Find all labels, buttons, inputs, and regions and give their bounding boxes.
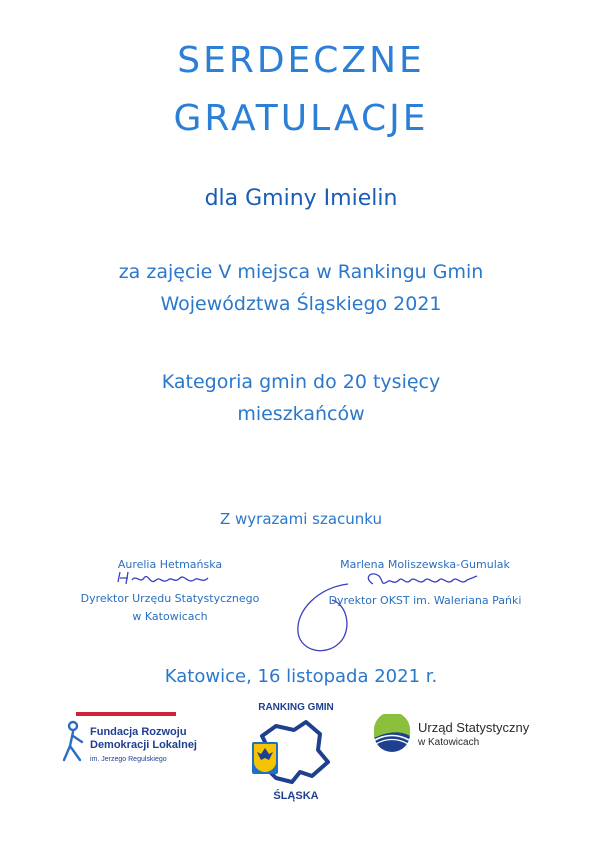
logo-ranking-top: RANKING GMIN <box>258 702 334 713</box>
signatory-right-name: Marlena Moliszewska-Gumulak <box>340 558 510 571</box>
reason-line-2: Województwa Śląskiego 2021 <box>160 293 442 315</box>
title-line-2: GRATULACJE <box>173 98 429 139</box>
date-line: Katowice, 16 listopada 2021 r. <box>164 666 438 687</box>
recipient: dla Gminy Imielin <box>204 186 398 211</box>
logo-frdl-line-2: Demokracji Lokalnej <box>90 739 197 751</box>
logo-frdl <box>62 712 232 772</box>
silesia-map-icon <box>242 716 342 788</box>
logo-urzad-line-1: Urząd Statystyczny <box>418 720 530 735</box>
signatory-left-role-1: Dyrektor Urzędu Statystycznego <box>80 592 260 605</box>
signatory-right-role-1: Dyrektor OKST im. Waleriana Pańki <box>328 594 522 607</box>
signatory-left-name: Aurelia Hetmańska <box>117 558 223 571</box>
logo-frdl-red-bar <box>76 712 176 716</box>
logo-frdl-line-3: im. Jerzego Regulskiego <box>90 756 167 763</box>
category-line-1: Kategoria gmin do 20 tysięcy <box>161 371 441 393</box>
reason-line-1: za zajęcie V miejsca w Rankingu Gmin <box>118 261 484 283</box>
us-emblem-icon <box>372 714 412 754</box>
logo-ranking-bottom: ŚLĄSKA <box>273 790 319 802</box>
title-line-1: SERDECZNE <box>177 40 425 81</box>
person-icon <box>62 720 84 764</box>
logo-urzad-statystyczny <box>372 712 552 762</box>
logo-ranking-gmin <box>236 702 356 806</box>
closing-text: Z wyrazami szacunku <box>219 510 383 528</box>
logo-frdl-line-1: Fundacja Rozwoju <box>90 726 187 738</box>
signatory-left <box>40 556 300 626</box>
logo-urzad-line-2: w Katowicach <box>418 737 480 748</box>
category-line-2: mieszkańców <box>237 403 365 425</box>
signatory-left-role-2: w Katowicach <box>132 610 208 623</box>
signature-loop <box>288 580 378 660</box>
